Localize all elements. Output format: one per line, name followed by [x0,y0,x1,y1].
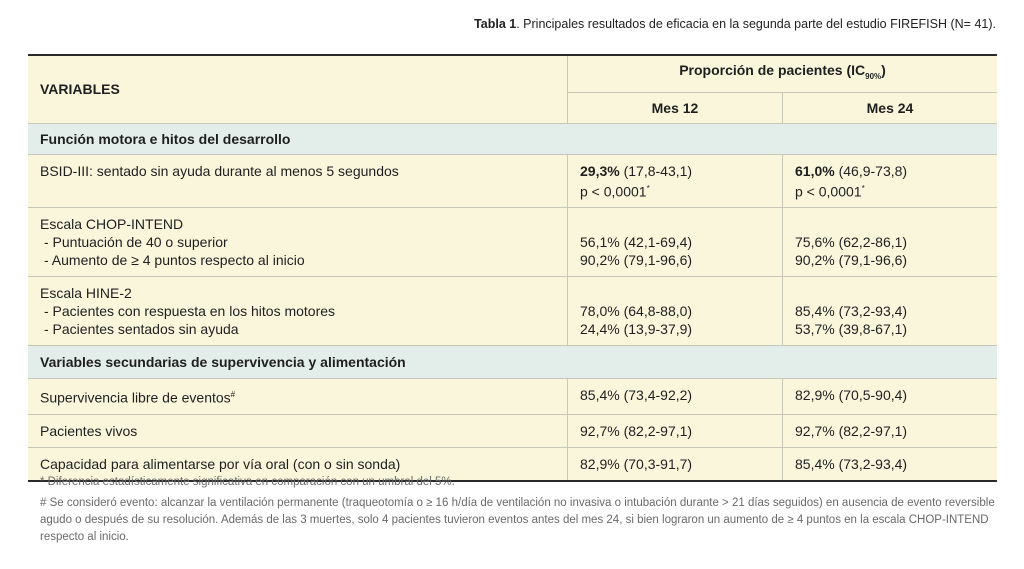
cell-mes12 [568,154,783,208]
cell-spacer [580,215,770,233]
cell-value: 24,4% (13,9-37,9) [580,321,693,338]
cell-mes24 [783,277,998,346]
cell-value: 85,4% (73,2-93,4) [795,303,908,320]
cell-p-value: p < 0,0001 [795,183,862,200]
header-row-top [28,55,997,92]
cell-value-bold: 29,3% [580,162,620,179]
header-variables: VARIABLES [28,55,568,123]
cell-mes24: 92,7% (82,2-97,1) [783,414,998,447]
row-label: BSID-III: sentado sin ayuda durante al menos 5 segundos [28,154,568,208]
caption-label: Tabla 1 [474,17,517,31]
scale-item-label: - Puntuación de 40 o superior [44,234,228,251]
cell-value-line [795,162,985,180]
header-proportion [568,55,998,92]
cell-value: 90,2% (79,1-96,6) [580,252,693,269]
footnote-event-definition: # Se consideró evento: alcanzar la ventilación permanente (traqueotomía o ≥ 16 h/día de ventilación no invasiva o intubación durante > 21 días seguidos) en ausencia de evento reversible agudo o después de su resolución. Además de las 3 muertes, solo 4 pacientes tuvieron eventos antes del mes 24, si bien lograron un aumento de ≥ 4 puntos en la escala CHOP-INTEND respecto al inicio. [40,497,995,543]
header-proportion-close: ) [881,62,886,79]
cell-value: 56,1% (42,1-69,4) [580,234,693,251]
cell-spacer [580,284,770,302]
cell-spacer [795,284,985,302]
row-label [28,379,568,415]
cell-value: 90,2% (79,1-96,6) [795,252,908,269]
cell-mes24 [783,154,998,208]
cell-p-line [795,180,985,201]
table-row [28,277,997,346]
caption-text: . Principales resultados de eficacia en la segunda parte del estudio FIREFISH (N= 41). [516,17,996,31]
row-label-text: Supervivencia libre de eventos [40,389,231,406]
cell-mes24: 85,4% (73,2-93,4) [783,447,998,481]
cell-mes12: 85,4% (73,4-92,2) [568,379,783,415]
table-row [28,379,997,415]
cell-value: 53,7% (39,8-67,1) [795,321,908,338]
header-mes24: Mes 24 [783,92,998,123]
cell-ci: (46,9-73,8) [834,162,908,179]
cell-mes12: 92,7% (82,2-97,1) [568,414,783,447]
cell-value: 78,0% (64,8-88,0) [580,303,693,320]
header-proportion-text: Proporción de pacientes (IC [679,62,866,79]
scale-item-label: - Aumento de ≥ 4 puntos respecto al inicio [44,252,305,269]
cell-p-line [580,180,770,201]
cell-value-line [580,162,770,180]
scale-title: Escala CHOP-INTEND [40,216,184,233]
row-label: Capacidad para alimentarse por vía oral (con o sin sonda) [28,447,568,481]
cell-mes12: 82,9% (70,3-91,7) [568,447,783,481]
results-table [28,54,997,482]
scale-item-label: - Pacientes con respuesta en los hitos motores [44,303,336,320]
table-row [28,208,997,277]
footnote-significance: * Diferencia estadísticamente significativa en comparación con un umbral del 5%. [40,476,455,488]
section-row [28,346,997,379]
cell-spacer [795,215,985,233]
scale-item-label: - Pacientes sentados sin ayuda [44,321,239,338]
cell-value: 75,6% (62,2-86,1) [795,234,908,251]
footnotes [40,474,997,550]
row-label [28,277,568,346]
sig-mark: * [861,183,865,193]
cell-value-bold: 61,0% [795,162,835,179]
cell-mes24 [783,208,998,277]
cell-mes24: 82,9% (70,5-90,4) [783,379,998,415]
table-caption [474,17,996,31]
row-label: Pacientes vivos [28,414,568,447]
section-title: Función motora e hitos del desarrollo [28,123,997,154]
cell-ci: (17,8-43,1) [619,162,693,179]
hash-mark: # [230,390,236,400]
header-proportion-sub: 90% [865,72,882,82]
sig-mark: * [646,183,650,193]
header-mes12: Mes 12 [568,92,783,123]
cell-mes12 [568,277,783,346]
cell-mes12 [568,208,783,277]
cell-p-value: p < 0,0001 [580,183,647,200]
table-row [28,154,997,208]
table-row [28,414,997,447]
row-label [28,208,568,277]
scale-title: Escala HINE-2 [40,285,132,302]
section-row [28,123,997,154]
section-title: Variables secundarias de supervivencia y alimentación [28,346,997,379]
